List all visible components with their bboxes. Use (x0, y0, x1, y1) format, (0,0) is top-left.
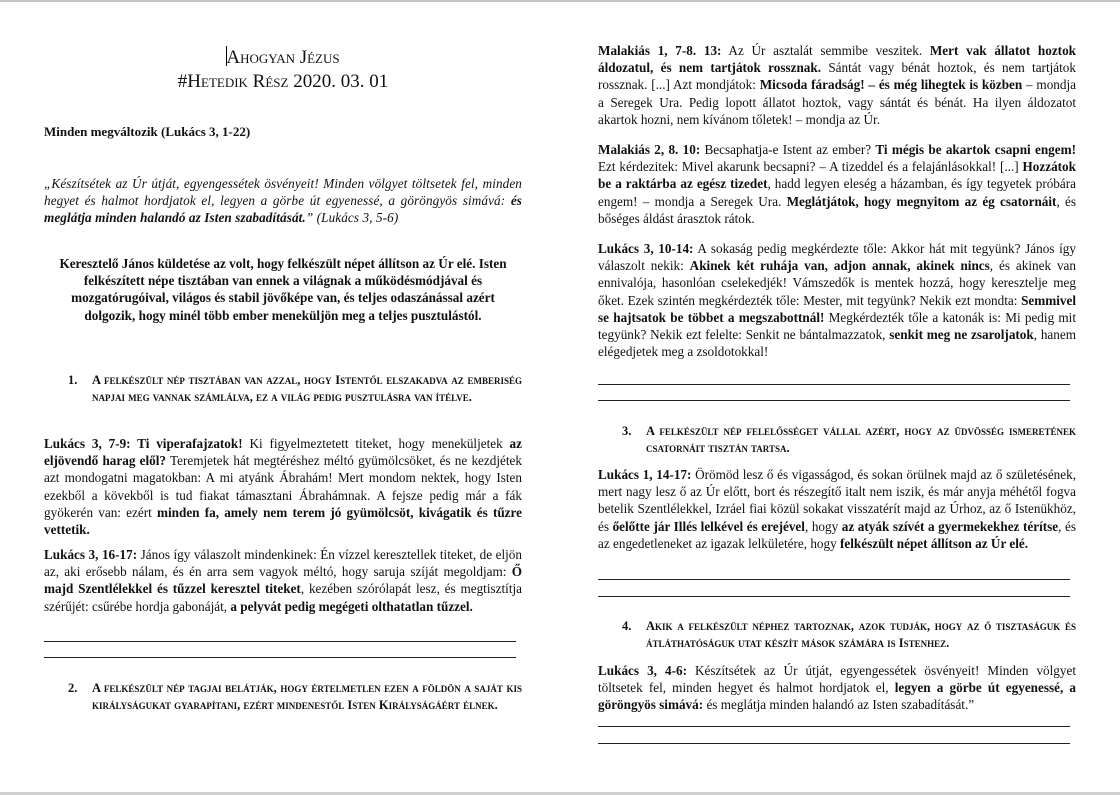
point-text: Akik a felkészült néphez tartoznak, azok tudják, hogy az ő tisztaságuk és átláthatóságuk utat készít mások számára is Istenhez. (646, 619, 1076, 650)
point-number: 1. (68, 373, 78, 387)
point-number: 2. (68, 681, 78, 695)
mission-statement: Keresztelő János küldetése az volt, hogy felkészült népet állítson az Úr elé. Isten felkészített népe tisztában van ennek a világnak a működésmódjával és mozgatórugóival, világos és stabil jövőképe van, és teljes odaszánással azért dolgozik, hogy minél több ember meneküljön meg a teljes pusztulástól. (59, 256, 507, 323)
note-line[interactable] (598, 579, 1070, 580)
passage-malakias-1: Malakiás 1, 7-8. 13: Az Úr asztalát semmibe veszitek. Mert vak állatot hoztok áldozatul, és nem tartjátok rossznak. Sántát vagy bénát hoztok, és nem tartjátok rossznak. [...] Azt mondjátok: Micsoda fáradság! – és még lihegtek is közben – mondja a Seregek Ura. Pedig lopott állatot hoztok, vagy sántát és bénát. Ha ilyen áldozatot akartok hozni, nem kívánom tőletek! – mondja az Úr. (598, 43, 1077, 127)
passage-lukacs-3-16-17: Lukács 3, 16-17: János így válaszolt mindenkinek: Én vízzel keresztellek titeket, de eljön az, aki erősebb nálam, és én arra sem vagyok méltó, hogy saruja szíját megoldjam: Ő majd Szentlélekkel és tűzzel keresztel titeket, kezében szórólapát lesz, és megtisztítja szérűjét: csűrébe hordja gabonáját, a pelyvát pedig megégeti olthatatlan tűzzel. (44, 547, 522, 614)
passage-lukacs-3-10-14: Lukács 3, 10-14: A sokaság pedig megkérdezte tőle: Akkor hát mit tegyünk? János így válaszolt nekik: Akinek két ruhája van, adjon annak, akinek nincs, és akinek van ennivalója, hasonlóan cselekedjék! Vámszedők is mentek hozzá, hogy keresztelje meg őket. Ezek szintén megkérdezték tőle: Mester, mit tegyünk? Nekik ezt mondta: Semmivel se hajtsatok be többet a megszabottnál! Megkérdezték tőle a katonák is: Mi pedig mit tegyünk? Nekik ezt felelte: Senkit ne bántalmazzatok, senkit meg ne zsaroljatok, hanem elégedjetek meg a zsoldotokkal! (598, 241, 1076, 360)
point-number: 3. (622, 424, 632, 438)
passage-malakias-2: Malakiás 2, 8. 10: Becsaphatja-e Istent az ember? Ti mégis be akartok csapni engem! Ezt kérdezitek: Mivel akarunk becsapni? – A tizeddel és a felajánlásokkal! [...] Hozzátok be a raktárba az egész tizedet, hadd legyen eleség a házamban, és így tegyetek próbára engem! – mondja a Seregek Ura. Meglátjátok, hogy megnyitom az ég csatornáit, és bőséges áldást árasztok rátok. (598, 142, 1076, 226)
note-line[interactable] (598, 743, 1070, 744)
point-text: A felkészült nép tagjai belátják, hogy értelmetlen ezen a földön a saját kis királyságukat gyarapítani, ezért mindenestől Isten Királyságáért élnek. (92, 681, 522, 712)
document-title: Ahogyan Jézus (226, 47, 340, 68)
point-text: A felkészült nép felelősséget vállal azért, hogy az üdvösség ismeretének csatornáit tisztán tartsa. (646, 424, 1076, 455)
note-line[interactable] (44, 641, 516, 642)
document-subtitle-date: #Hetedik Rész 2020. 03. 01 (177, 71, 389, 92)
opening-quote: „Készítsétek az Úr útját, egyengessétek ösvényeit! Minden völgyet töltsetek fel, minden hegyet és halmot hordjatok el, legyen a görbe út egyenessé, a göröngyös simává: és meglátja minden halandó az Isten szabadítását.” (Lukács 3, 5-6) (44, 176, 522, 226)
point-3 (622, 423, 1076, 457)
passage-lukacs-1-14-17: Lukács 1, 14-17: Örömöd lesz ő és vigasságod, és sokan örülnek majd az ő születésének, mert nagy lesz ő az Úr előtt, bort és részegítő italt nem iszik, és már anyja méhétől fogva betelik Szentlélekkel, Izráel fiai közül sokakat visszatérít majd az Úrhoz, az ő Istenükhöz, és őelőtte jár Illés lelkével és erejével, hogy az atyák szívét a gyermekekhez térítse, és az engedetleneket az igazak lelkületére, hogy felkészült népet állítson az Úr elé. (598, 467, 1077, 551)
note-line[interactable] (598, 400, 1070, 401)
passage-lukacs-3-4-6: Lukács 3, 4-6: Készítsétek az Úr útját, egyengessétek ösvényeit! Minden völgyet töltsetek fel, minden hegyet és halmot hordjatok el, legyen a görbe út egyenessé, a göröngyös simává: és meglátja minden halandó az Isten szabadítását.” (598, 663, 1077, 713)
note-line[interactable] (598, 384, 1070, 385)
note-line[interactable] (598, 596, 1070, 597)
passage-lukacs-3-7-9: Lukács 3, 7-9: Ti viperafajzatok! Ki figyelmeztetett titeket, hogy meneküljetek az eljövendő harag elől? Teremjetek hát megtéréshez méltó gyümölcsöket, és ne kezdjétek azt mondogatni magatokban: A mi atyánk Ábrahám! Mert mondom nektek, hogy Isten ezekből a kövekből is tud fiakat támasztani Ábrahámnak. A fejsze pedig már a fák gyökerén van: ezért minden fa, amely nem terem jó gyümölcsöt, kivágatik és tűzre vettetik. (44, 436, 522, 538)
point-1 (68, 372, 522, 406)
note-line[interactable] (44, 657, 516, 658)
note-line[interactable] (598, 726, 1070, 727)
point-2 (68, 680, 522, 714)
point-4 (622, 618, 1076, 652)
point-number: 4. (622, 619, 632, 633)
window-top-border (0, 0, 1120, 2)
point-text: A felkészült nép tisztában van azzal, hogy Istentől elszakadva az emberiség napjai meg vannak számlálva, ez a világ pedig pusztulásra van ítélve. (92, 373, 522, 404)
section-heading: Minden megváltozik (Lukács 3, 1-22) (44, 124, 251, 139)
